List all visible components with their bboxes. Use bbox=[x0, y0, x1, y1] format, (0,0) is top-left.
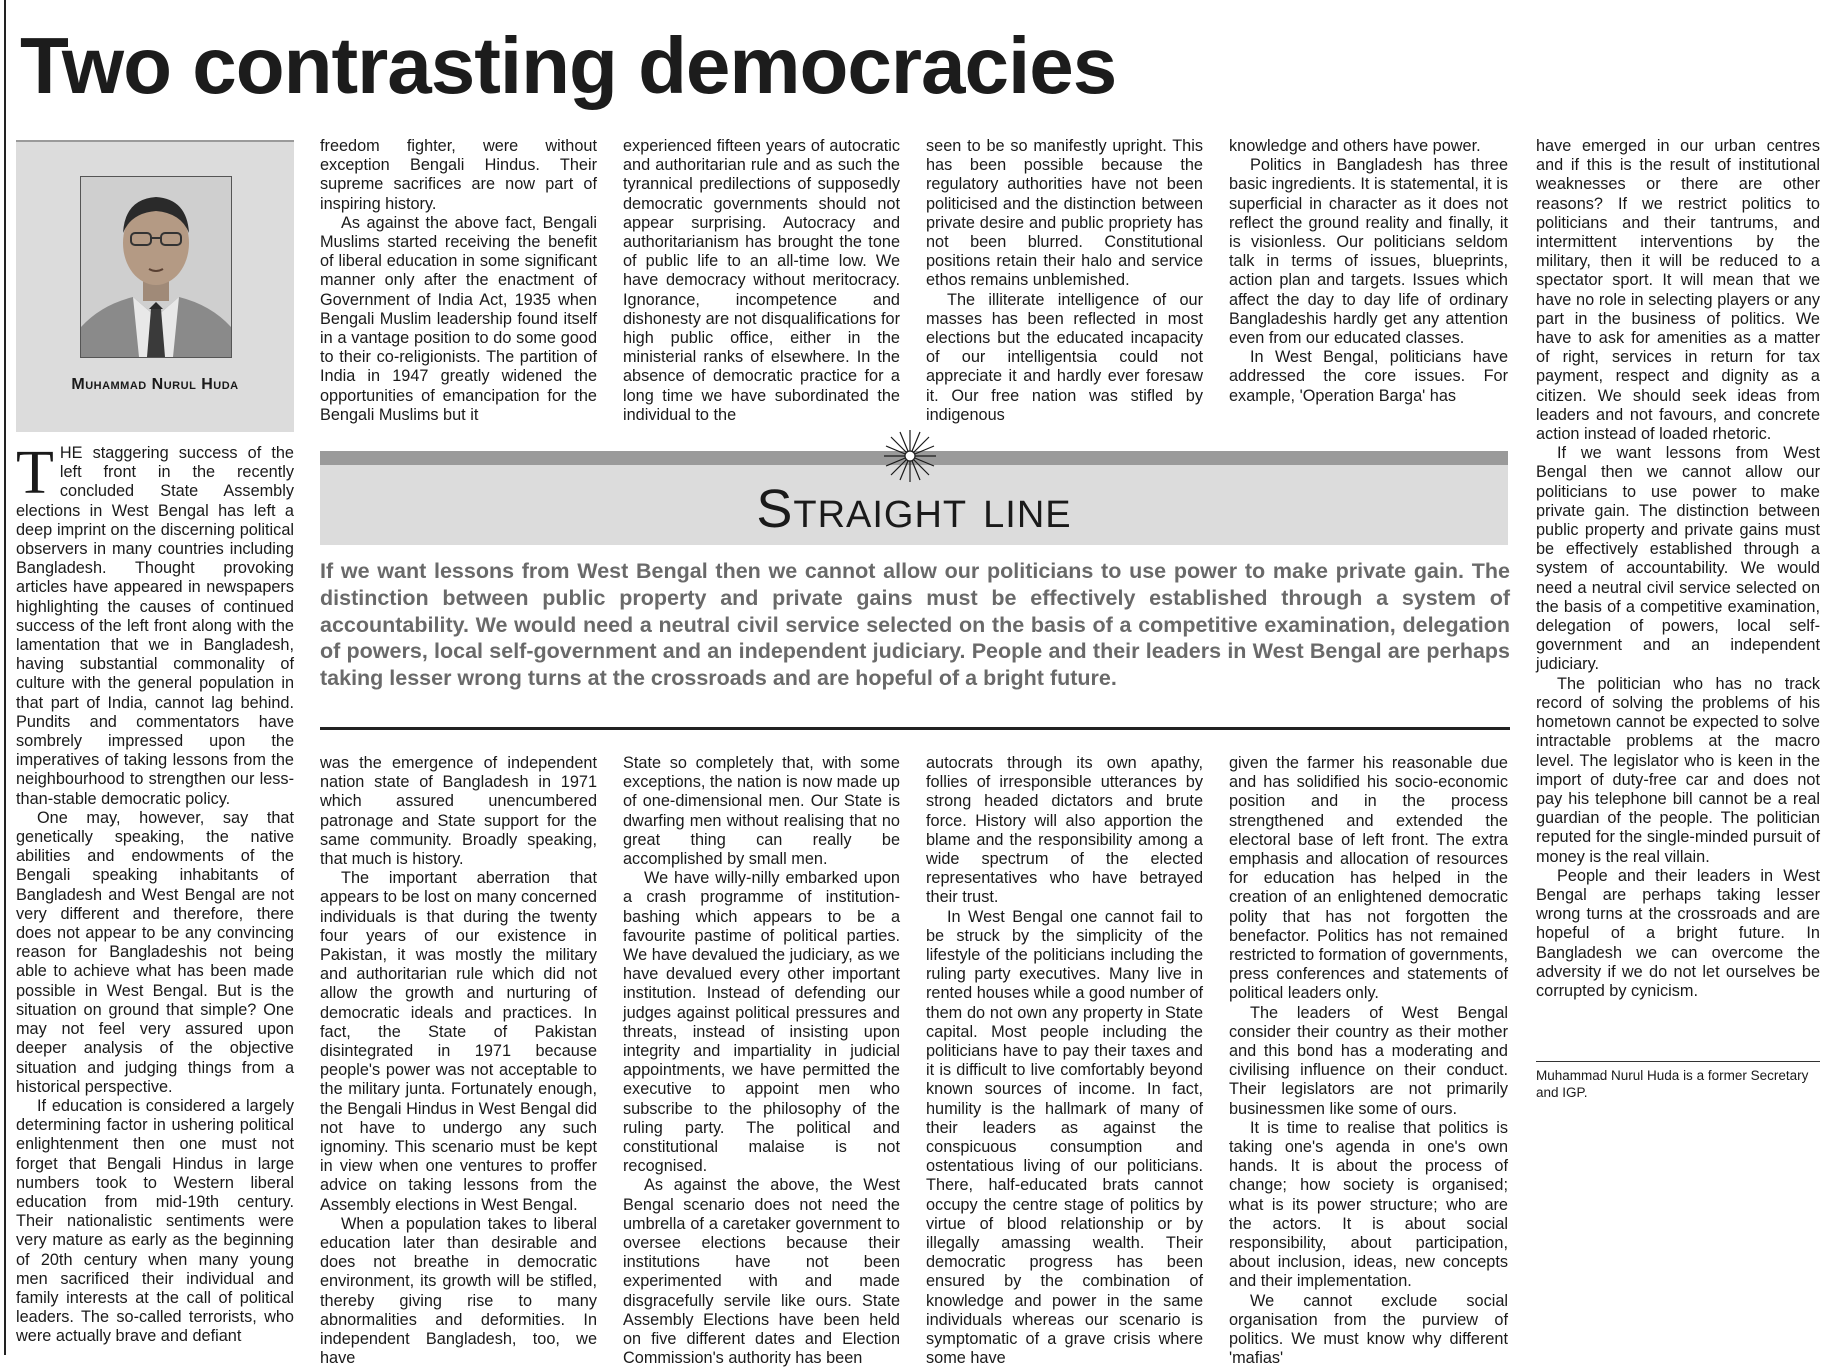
pull-quote-rule bbox=[320, 727, 1510, 730]
paragraph: As against the above, the West Bengal scenario does not need the umbrella of a caretaker government to oversee elections because their institutions have not been experimented with and made disgracefully servile like ours. State Assembly Elections have been held on five different dates and Election Commission's authority has been bbox=[623, 1176, 900, 1368]
paragraph: experienced fifteen years of autocratic and authoritarian rule and as such the tyrannical predilections of supposedly democratic governments should not appear surprising. Autocracy and authoritarianism has brought the tone of public life to an all-time low. We have democracy without meritocracy. Ignorance, incompetence and dishonesty are not disqualifications for high public office, either in the ministerial ranks of elsewhere. In the absence of democratic practice for a long time we have subordinated the individual to the bbox=[623, 137, 900, 424]
paragraph: One may, however, say that genetically speaking, the native abilities and endowments of the Bengali speaking inhabitants of Bangladesh and West Bengal are not very different and therefore, there does not appear to be any convincing reason for Bangladeshis not being able to achieve what has been made possible in West Bengal. But is the situation on ground that simple? One may not feel very assured upon deeper analysis of the objective situation and judging things from a historical perspective. bbox=[16, 808, 294, 1096]
paragraph: If education is considered a largely determining factor in ushering political enlightenment then one must not forget that Bengali Hindus in large numbers took to Western liberal education from mid-19th century. Their nationalistic sentiments were very mature as early as the beginning of 20th century when many young men sacrificed their individual and family interests at the call of political leaders. The so-called terrorists, who were actually brave and defiant bbox=[16, 1096, 294, 1346]
paragraph: freedom fighter, were without exception Bengali Hindus. Their supreme sacrifices are now part of inspiring history. bbox=[320, 137, 597, 213]
author-photo-box bbox=[16, 140, 294, 432]
article-column-3-top bbox=[623, 137, 900, 422]
pull-quote: If we want lessons from West Bengal then we cannot allow our politicians to use power to make private gain. The distinction between public property and private gains must be effectively established through a system of accountability. We would need a neutral civil service selected on the basis of a competitive examination, delegation of powers, local self-government and an independent judiciary. People and their leaders in West Bengal are perhaps taking lesser wrong turns at the crossroads and are hopeful of a bright future. bbox=[320, 559, 1510, 691]
article-column-2-bottom bbox=[320, 754, 597, 1368]
author-bio-rule bbox=[1536, 1061, 1820, 1062]
article-column-4-top bbox=[926, 137, 1203, 422]
paragraph: As against the above fact, Bengali Muslims started receiving the benefit of liberal education in some significant manner only after the enactment of Government of India Act, 1935 when Bengali Muslim leadership found itself in a vantage position to do some good to their co-religionists. The partition of India in 1947 greatly widened the opportunities of emancipation for the Bengali Muslims but it bbox=[320, 213, 597, 424]
starburst-icon bbox=[882, 428, 938, 484]
paragraph: HE staggering success of the left front in the recently concluded State Assembly elections in West Bengal has left a deep imprint on the discerning political observers in many countries including Bangladesh. Thought provoking articles have appeared in newspapers highlighting the causes of continued success of the left front along with the lamentation that we in Bangladesh, having substantial commonality of culture with the general population in that part of India, cannot lag behind. Pundits and commentators have sombrely impressed upon the imperatives of taking lessons from the neighbourhood to strengthen our less-than-stable democratic policy. bbox=[16, 444, 294, 808]
author-portrait-icon bbox=[81, 177, 231, 357]
article-column-5-bottom bbox=[1229, 754, 1508, 1368]
article-column-3-bottom bbox=[623, 754, 900, 1368]
article-column-1 bbox=[16, 439, 294, 1350]
paragraph: seen to be so manifestly upright. This has been possible because the regulatory authorities have not been politicised and the distinction between private desire and public propriety has not been blurred. Constitutional positions retain their halo and service ethos remains unblemished. bbox=[926, 137, 1203, 290]
author-photo bbox=[80, 176, 232, 358]
paragraph: was the emergence of independent nation state of Bangladesh in 1971 which assured unencumbered patronage and State support for the same community. Broadly speaking, that much is history. bbox=[320, 754, 597, 869]
paragraph: The important aberration that appears to be lost on many concerned individuals is that during the twenty four years of our existence in Pakistan, it was mostly the military and authoritarian rule which did not allow the growth and nurturing of democratic ideals and practices. In fact, the State of Pakistan disintegrated in 1971 because people's power was not acceptable to the military junta. Fortunately enough, the Bengali Hindus in West Bengal did not have to undergo any such ignominy. This scenario must be kept in view when one ventures to proffer advice on taking lessons from the Assembly elections in West Bengal. bbox=[320, 869, 597, 1214]
paragraph: In West Bengal one cannot fail to be struck by the simplicity of the lifestyle of the politicians including the ruling party executives. Many live in rented houses while a good number of them do not own any property in State capital. Most people including the politicians have to pay their taxes and it is difficult to live comfortably beyond known sources of income. In fact, humility is the hallmark of many of their leaders as against the conspicuous consumption and ostentatious living of our politicians. There, half-educated brats cannot occupy the centre stage of politics by virtue of blood relationship or by illegally amassing wealth. Their democratic progress has been ensured by the combination of knowledge and power in the same individuals whereas our scenario is symptomatic of a grave crisis where some have bbox=[926, 907, 1203, 1368]
left-border-rule bbox=[4, 0, 6, 1355]
column-header-title: Straight line bbox=[756, 479, 1072, 539]
paragraph: Politics in Bangladesh has three basic ingredients. It is statemental, it is superficial in character as it does not reflect the ground reality and finally, it is visionless. Our politicians seldom talk in terms of issues, blueprints, action plan and targets. Issues which affect the day to day life of ordinary Bangladeshis hardly get any attention even from our educated classes. bbox=[1229, 156, 1508, 348]
paragraph: given the farmer his reasonable due and has solidified his socio-economic position and in the process strengthened and extended the electoral base of left front. The extra emphasis and allocation of resources for education has helped in the creation of an enlightened democratic polity that has not forgotten the benefactor. Politics has not remained restricted to formation of governments, press conferences and statements of political leaders only. bbox=[1229, 754, 1508, 1003]
drop-cap: T bbox=[16, 439, 54, 507]
paragraph: State so completely that, with some exceptions, the nation is now made up of one-dimensional men. Our State is dwarfing men without realising that no great thing can really be accomplished by small men. bbox=[623, 754, 900, 869]
paragraph: We cannot exclude social organisation from the purview of politics. We must know why different 'mafias' bbox=[1229, 1291, 1508, 1368]
article-column-5-top bbox=[1229, 137, 1508, 422]
paragraph: It is time to realise that politics is taking one's agenda in one's own hands. It is about the process of change; how society is organised; what is its power structure; who are the actors. It is about social responsibility, about participation, about inclusion, ideas, new concepts and their implementation. bbox=[1229, 1118, 1508, 1291]
headline: Two contrasting democracies bbox=[20, 21, 1117, 110]
paragraph: When a population takes to liberal education later than desirable and does not breathe in democratic environment, its growth will be stifled, thereby giving rise to many abnormalities and deformities. In independent Bangladesh, too, we have bbox=[320, 1214, 597, 1368]
paragraph: People and their leaders in West Bengal are perhaps taking lesser wrong turns at the crossroads and are hopeful of a bright future. In Bangladesh we can overcome the adversity if we do not let ourselves be corrupted by cynicism. bbox=[1536, 866, 1820, 1000]
paragraph: knowledge and others have power. bbox=[1229, 137, 1481, 155]
paragraph: We have willy-nilly embarked upon a crash programme of institution-bashing which appears to be a favourite pastime of political parties. We have devalued the judiciary, as we have devalued every other important institution. Instead of defending our judges against political pressures and threats, instead of insisting upon integrity and impartiality in judicial appointments, we have permitted the executive to appoint men who subscribe to the philosophy of the ruling party. The political and constitutional malaise is not recognised. bbox=[623, 869, 900, 1176]
paragraph: autocrats through its own apathy, follies of irresponsible utterances by strong headed dictators and brute force. History will also apportion the blame and the responsibility among a wide spectrum of the elected representatives who have betrayed their trust. bbox=[926, 754, 1203, 907]
article-column-2-top bbox=[320, 137, 597, 422]
paragraph: have emerged in our urban centres and if this is the result of institutional weaknesses or there are other reasons? If we restrict politics to politicians and their tantrums, and intermittent interventions by the military, then it will be reduced to a spectator sport. It will mean that we have no role in selecting players or any part in the business of politics. We have to ask for amenities as a matter of right, services in return for tax payment, respect and dignity as a citizen. We should seek ideas from leaders and not favours, and concrete action instead of loaded rhetoric. bbox=[1536, 137, 1820, 444]
paragraph: The leaders of West Bengal consider their country as their mother and this bond has a moderating and civilising influence on their conduct. Their legislators are not primarily businessmen like some of ours. bbox=[1229, 1003, 1508, 1118]
paragraph: The illiterate intelligence of our masses has been reflected in most elections but the educated incapacity of our intelligentsia could not appreciate it and hardly ever foresaw it. Our free nation was stifled by indigenous bbox=[926, 290, 1203, 424]
author-bio: Muhammad Nurul Huda is a former Secretary and IGP. bbox=[1536, 1068, 1809, 1100]
article-column-6 bbox=[1536, 137, 1820, 1057]
paragraph: The politician who has no track record of solving the problems of his hometown cannot be expected to solve intractable problems at the macro level. The legislator who is keen in the import of duty-free car and does not pay his telephone bill cannot be a real guardian of the people. The politician reputed for the single-minded pursuit of money is the real villain. bbox=[1536, 674, 1820, 866]
paragraph: If we want lessons from West Bengal then we cannot allow our politicians to use power to make private gain. The distinction between public property and private gains must be effectively established through a system of accountability. We would need a neutral civil service selected on the basis of a competitive examination, delegation of powers, local self-government and an independent judiciary. bbox=[1536, 444, 1820, 674]
author-byline: Muhammad Nurul Huda bbox=[71, 376, 239, 393]
article-column-4-bottom bbox=[926, 754, 1203, 1368]
paragraph: In West Bengal, politicians have addressed the core issues. For example, 'Operation Barga' has bbox=[1229, 348, 1508, 405]
